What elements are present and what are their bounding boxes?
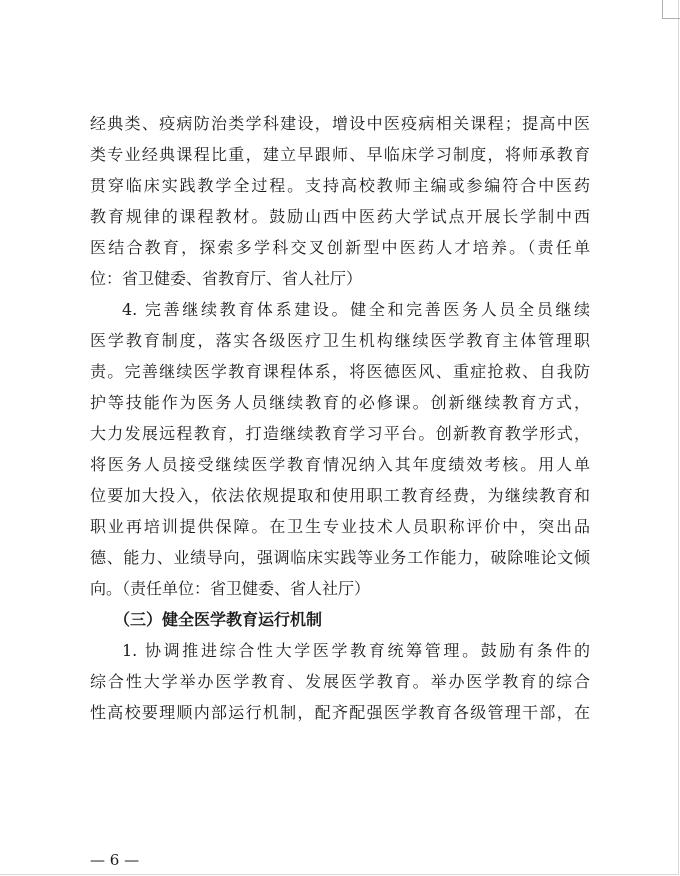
text-line: 责。完善继续医学教育课程体系，将医德医风、重症抢救、自我防 <box>90 362 590 381</box>
page-number: — 6 — <box>90 851 140 869</box>
text-line: 将医务人员接受继续医学教育情况纳入其年度绩效考核。用人单 <box>90 455 590 474</box>
text-line: 贯穿临床实践教学全过程。支持高校教师主编或参编符合中医药 <box>90 176 590 195</box>
text-line: 大力发展远程教育，打造继续教育学习平台。创新教育教学形式， <box>90 424 590 443</box>
item-first-line: 1. 协调推进综合性大学医学教育统筹管理。鼓励有条件的 <box>122 641 590 660</box>
text-line: 类专业经典课程比重，建立早跟师、早临床学习制度，将师承教育 <box>90 145 590 164</box>
text-line: 德、能力、业绩导向，强调临床实践等业务工作能力，破除唯论文倾 <box>90 548 590 567</box>
crop-mark-horizontal <box>662 18 680 19</box>
text-line: 位要加大投入，依法依规提取和使用职工教育经费，为继续教育和 <box>90 486 590 505</box>
text-line: 性高校要理顺内部运行机制，配齐配强医学教育各级管理干部，在 <box>90 703 590 722</box>
item-first-line: 4. 完善继续教育体系建设。健全和完善医务人员全员继续 <box>122 300 590 319</box>
section-heading: （三）健全医学教育运行机制 <box>114 610 323 629</box>
text-line: 医学教育制度，落实各级医疗卫生机构继续医学教育主体管理职 <box>90 331 590 350</box>
text-line: 职业再培训提供保障。在卫生专业技术人员职称评价中，突出品 <box>90 517 590 536</box>
text-line: 教育规律的课程教材。鼓励山西中医药大学试点开展长学制中西 <box>90 207 590 226</box>
text-line: 经典类、疫病防治类学科建设，增设中医疫病相关课程；提高中医 <box>90 114 590 133</box>
text-line: 综合性大学举办医学教育、发展医学教育。举办医学教育的综合 <box>90 672 590 691</box>
text-line: 护等技能作为医务人员继续教育的必修课。创新继续教育方式， <box>90 393 590 412</box>
text-line: 医结合教育，探索多学科交叉创新型中医药人才培养。（责任单 <box>90 238 590 257</box>
document-body <box>90 108 590 728</box>
text-line: 向。（责任单位：省卫健委、省人社厅） <box>90 579 371 598</box>
text-line: 位：省卫健委、省教育厅、省人社厅） <box>90 269 363 288</box>
crop-mark-vertical <box>662 0 663 18</box>
